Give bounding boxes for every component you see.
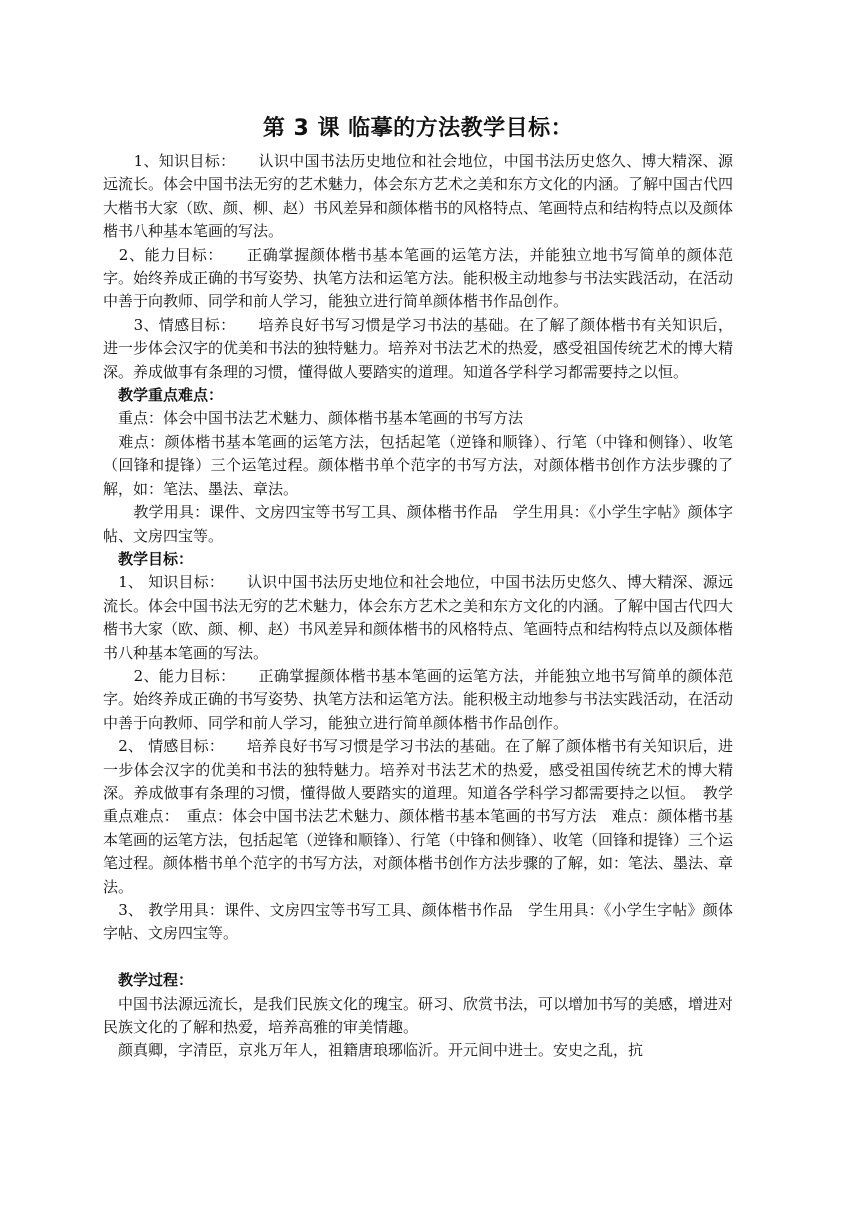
knowledge-objective-paragraph: 1、知识目标： 认识中国书法历史地位和社会地位，中国书法历史悠久、博大精深、源远流长。体会中国书法无穷的艺术魅力，体会东方艺术之美和东方文化的内涵。了解中国古代四大楷书大家（欧、颜、柳、赵）书风差异和颜体楷书的风格特点、笔画特点和结构特点以及颜体楷书八种基本笔画的写法。 xyxy=(103,152,734,241)
difficulty-paragraph: 难点：颜体楷书基本笔画的运笔方法，包括起笔（逆锋和顺锋）、行笔（中锋和侧锋）、收笔（回锋和提锋）三个运笔过程。颜体楷书单个范字的书写方法，对颜体楷书创作方法步骤的了解，如：笔法、墨法、章法。 xyxy=(103,432,733,498)
blank-line xyxy=(103,946,733,969)
emotion-objective-paragraph-2: 2、 情感目标： 培养良好书写习惯是学习书法的基础。在了解了颜体楷书有关知识后，进一步体会汉字的优美和书法的独特魅力。培养对书法艺术的热爱，感受祖国传统艺术的博大精深。养成做事有条理的习惯，懂得做人要踏实的道理。知道各学科学习都需要持之以恒。 教学重点难点： 重点：体会中国书法艺术魅力、颜体楷书基本笔画的书写方法 难点：颜体楷书基本笔画的运笔方法，包括起笔（逆锋和顺锋）、行笔（中锋和侧锋）、收笔（回锋和提锋）三个运笔过程。颜体楷书单个范字的书写方法，对颜体楷书创作方法步骤的了解，如：笔法、墨法、章法。 xyxy=(103,737,734,896)
teaching-tools-paragraph: 教学用具：课件、文房四宝等书写工具、颜体楷书作品 学生用具：《小学生字帖》颜体字帖、文房四宝等。 xyxy=(103,503,733,545)
intro-paragraph: 中国书法源远流长，是我们民族文化的瑰宝。研习、欣赏书法，可以增加书写的美感，增进对民族文化的了解和热爱，培养高雅的审美情趣。 xyxy=(103,994,734,1037)
lesson-title: 第 3 课 临摹的方法教学目标： xyxy=(262,116,574,141)
key-points-heading: 教学重点难点： xyxy=(103,386,224,405)
key-point-paragraph: 重点：体会中国书法艺术魅力、颜体楷书基本笔画的书写方法 xyxy=(103,409,524,428)
teaching-process-heading: 教学过程： xyxy=(103,971,194,990)
ability-objective-paragraph-2: 2、能力目标： 正确掌握颜体楷书基本笔画的运笔方法，并能独立地书写简单的颜体范字。始终养成正确的书写姿势、执笔方法和运笔方法。能积极主动地参与书法实践活动，在活动中善于向教师、同学和前人学习，能独立进行简单颜体楷书作品创作。 xyxy=(103,666,734,732)
document-body xyxy=(103,112,733,1063)
ability-objective-paragraph: 2、能力目标： 正确掌握颜体楷书基本笔画的运笔方法，并能独立地书写简单的颜体范字。始终养成正确的书写姿势、执笔方法和运笔方法。能积极主动地参与书法实践活动，在活动中善于向教师、同学和前人学习，能独立进行简单颜体楷书作品创作。 xyxy=(103,245,734,311)
knowledge-objective-paragraph-2: 1、 知识目标： 认识中国书法历史地位和社会地位，中国书法历史悠久、博大精深、源远流长。体会中国书法无穷的艺术魅力，体会东方艺术之美和东方文化的内涵。了解中国古代四大楷书大家（欧、颜、柳、赵）书风差异和颜体楷书的风格特点、笔画特点和结构特点以及颜体楷书八种基本笔画的写法。 xyxy=(103,573,734,662)
yan-zhenqing-paragraph: 颜真卿，字清臣，京兆万年人，祖籍唐琅琊临沂。开元间中进士。安史之乱，抗 xyxy=(103,1041,644,1060)
emotion-objective-paragraph: 3、情感目标： 培养良好书写习惯是学习书法的基础。在了解了颜体楷书有关知识后，进一步体会汉字的优美和书法的独特魅力。培养对书法艺术的热爱，感受祖国传统艺术的博大精深。养成做事有条理的习惯，懂得做人要踏实的道理。知道各学科学习都需要持之以恒。 xyxy=(103,315,734,381)
teaching-objectives-heading: 教学目标： xyxy=(103,549,194,568)
teaching-tools-paragraph-2: 3、 教学用具：课件、文房四宝等书写工具、颜体楷书作品 学生用具：《小学生字帖》颜体字帖、文房四宝等。 xyxy=(103,901,733,943)
